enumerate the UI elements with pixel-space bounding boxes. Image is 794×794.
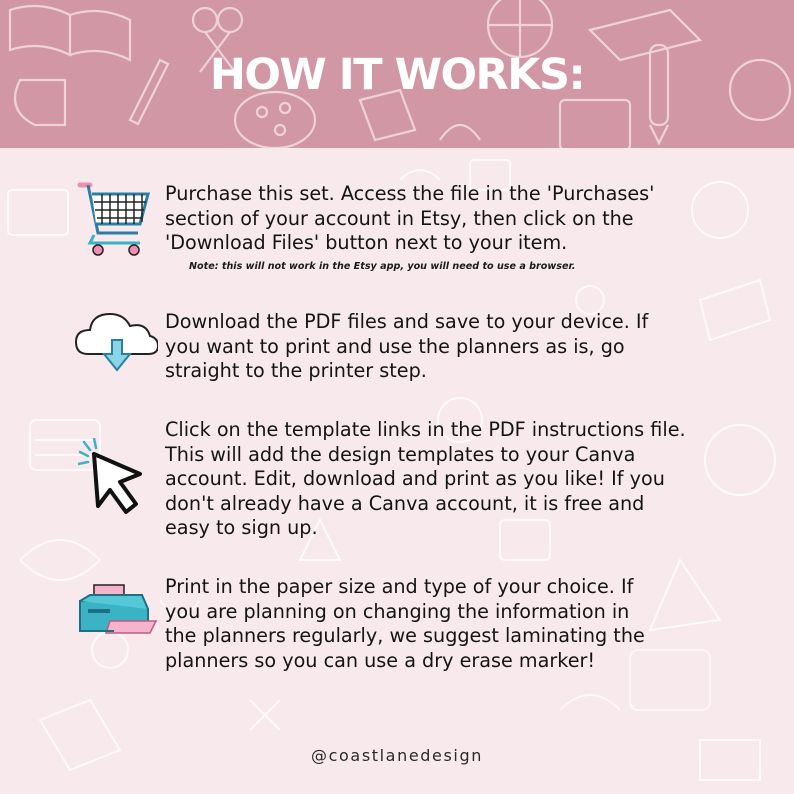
step-download-text: Download the PDF files and save to your device. If you want to print and use the planners as is, go straight to the printer step.: [165, 310, 649, 382]
brand-handle: @coastlanedesign: [311, 746, 483, 765]
printer-icon: [78, 583, 160, 641]
page-title: HOW IT WORKS:: [209, 50, 585, 100]
step-purchase-note: Note: this will not work in the Etsy app, you will need to use a browser.: [189, 261, 576, 272]
header-banner: [0, 0, 794, 148]
step-print-text: Print in the paper size and type of your choice. If you are planning on changing the information in the planners regularly, we suggest laminating the planners so you can use a dry erase marker!: [165, 575, 645, 672]
cloud-download-icon: [74, 310, 158, 376]
step-purchase-text: Purchase this set. Access the file in the 'Purchases' section of your account in Etsy, then click on the 'Download Files' button next to your item.: [165, 182, 655, 254]
mouse-pointer-click-icon: [78, 438, 150, 520]
shopping-cart-icon: [76, 180, 156, 258]
step-template-text: Click on the template links in the PDF instructions file. This will add the design templates to your Canva account. Edit, download and print as you like! If you don't already have a Canva account, it is free and easy to sign up.: [165, 418, 686, 539]
